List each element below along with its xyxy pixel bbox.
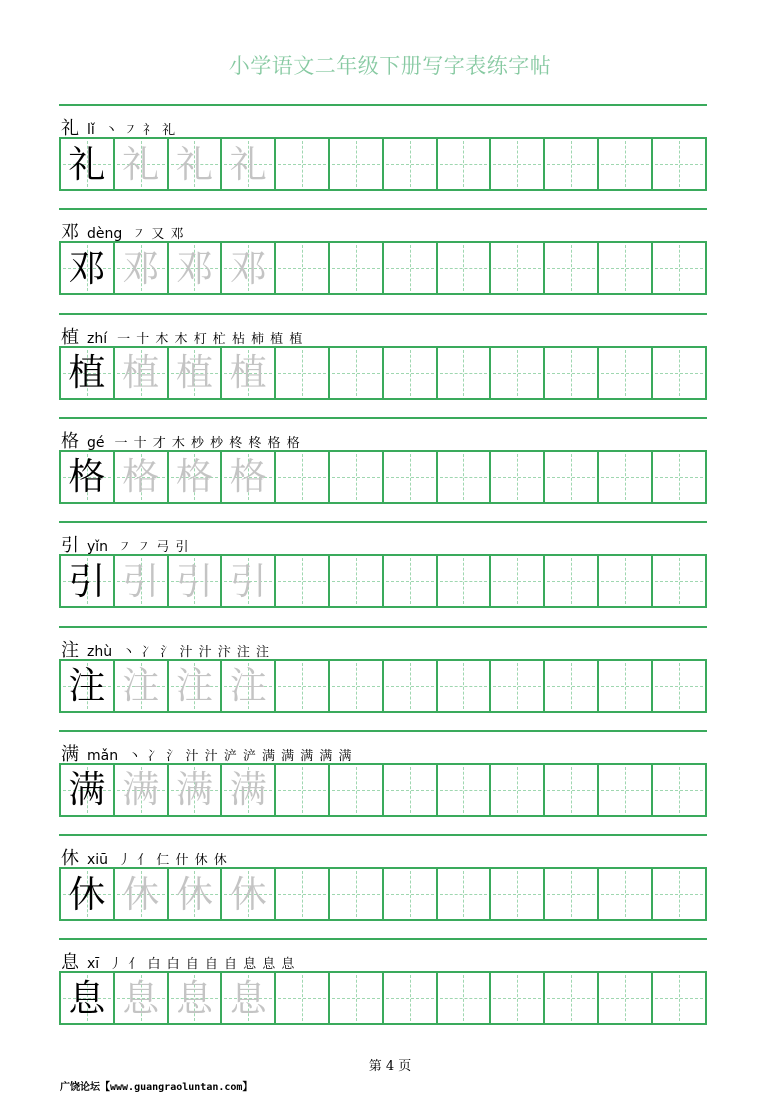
blank-cell: [276, 139, 330, 189]
trace-cell: [222, 452, 276, 502]
blank-cell: [653, 556, 707, 606]
practice-row: [59, 730, 707, 836]
blank-cell: [599, 452, 653, 502]
blank-cell: [545, 973, 599, 1023]
trace-character: 植: [229, 351, 267, 395]
blank-cell: [330, 452, 384, 502]
header-character: 注: [61, 639, 79, 661]
trace-cell: [222, 556, 276, 606]
practice-row: [59, 104, 707, 210]
trace-character: 邓: [175, 246, 213, 290]
practice-row: [59, 834, 707, 940]
blank-cell: [599, 243, 653, 293]
pinyin-label: mǎn: [87, 747, 119, 764]
blank-cell: [276, 765, 330, 815]
trace-character: 植: [122, 351, 160, 395]
model-cell: [61, 869, 115, 919]
trace-cell: [222, 765, 276, 815]
trace-character: 满: [122, 768, 160, 812]
trace-character: 邓: [229, 246, 267, 290]
model-cell: [61, 556, 115, 606]
trace-cell: [169, 348, 223, 398]
writing-grid: [59, 554, 707, 608]
blank-cell: [653, 661, 707, 711]
pinyin-label: dèng: [87, 226, 123, 243]
blank-cell: [653, 139, 707, 189]
blank-cell: [491, 973, 545, 1023]
row-header: [61, 844, 228, 870]
trace-cell: [115, 869, 169, 919]
blank-cell: [276, 243, 330, 293]
blank-cell: [545, 556, 599, 606]
header-character: 息: [61, 952, 79, 974]
row-header: [61, 740, 353, 765]
blank-cell: [330, 556, 384, 606]
model-character: 邓: [68, 246, 106, 290]
row-divider: [59, 104, 707, 106]
trace-character: 休: [122, 872, 160, 916]
header-character: 满: [61, 743, 79, 765]
model-character: 引: [68, 559, 106, 603]
blank-cell: [491, 556, 545, 606]
header-character: 引: [61, 535, 79, 557]
row-header: [61, 948, 296, 974]
blank-cell: [276, 556, 330, 606]
blank-cell: [384, 139, 438, 189]
model-character: 注: [68, 664, 106, 707]
blank-cell: [330, 661, 384, 711]
trace-cell: [169, 139, 223, 189]
stroke-order: 丶 冫 氵 汁 汁 浐 浐 满 满 满 满 满: [128, 748, 353, 764]
trace-cell: [222, 973, 276, 1023]
stroke-order: 丿 亻 白 白 自 自 自 息 息 息: [109, 957, 296, 973]
blank-cell: [330, 139, 384, 189]
trace-cell: [169, 869, 223, 919]
blank-cell: [491, 139, 545, 189]
practice-row: [59, 938, 707, 1044]
trace-character: 礼: [175, 142, 213, 186]
trace-character: 引: [229, 559, 267, 603]
blank-cell: [599, 765, 653, 815]
trace-character: 休: [229, 872, 267, 916]
writing-grid: [59, 971, 707, 1025]
blank-cell: [491, 348, 545, 398]
trace-character: 引: [122, 559, 160, 603]
blank-cell: [545, 765, 599, 815]
blank-cell: [545, 139, 599, 189]
trace-character: 礼: [229, 142, 267, 186]
model-character: 息: [68, 976, 106, 1020]
trace-cell: [115, 452, 169, 502]
blank-cell: [653, 973, 707, 1023]
row-divider: [59, 834, 707, 836]
blank-cell: [384, 661, 438, 711]
blank-cell: [545, 452, 599, 502]
blank-cell: [276, 869, 330, 919]
trace-character: 息: [229, 976, 267, 1020]
blank-cell: [384, 243, 438, 293]
blank-cell: [653, 243, 707, 293]
blank-cell: [599, 869, 653, 919]
blank-cell: [545, 661, 599, 711]
stroke-order: 丿 亻 仁 什 休 休: [118, 853, 228, 869]
trace-cell: [115, 765, 169, 815]
pinyin-label: xī: [87, 956, 100, 973]
writing-grid: [59, 867, 707, 921]
pinyin-label: yǐn: [87, 539, 109, 556]
stroke-order: ㇇ 又 邓: [132, 227, 185, 243]
pinyin-label: gé: [87, 434, 105, 451]
writing-grid: [59, 346, 707, 400]
blank-cell: [491, 243, 545, 293]
row-divider: [59, 208, 707, 210]
practice-row: [59, 313, 707, 419]
pinyin-label: lǐ: [87, 122, 95, 138]
stroke-order: ㇇ ㇇ 弓 引: [118, 540, 190, 556]
blank-cell: [330, 243, 384, 293]
trace-cell: [115, 661, 169, 711]
blank-cell: [438, 348, 492, 398]
trace-cell: [169, 452, 223, 502]
blank-cell: [438, 556, 492, 606]
blank-cell: [653, 452, 707, 502]
header-character: 格: [61, 430, 79, 452]
trace-cell: [169, 765, 223, 815]
row-divider: [59, 730, 707, 732]
trace-character: 满: [229, 768, 267, 812]
blank-cell: [384, 556, 438, 606]
row-divider: [59, 417, 707, 419]
trace-character: 息: [175, 976, 213, 1020]
blank-cell: [384, 348, 438, 398]
trace-cell: [169, 661, 223, 711]
blank-cell: [545, 869, 599, 919]
trace-cell: [115, 973, 169, 1023]
stroke-order: 丶 冫 氵 汁 汁 汴 注 注: [122, 644, 271, 660]
blank-cell: [438, 765, 492, 815]
trace-cell: [222, 348, 276, 398]
model-cell: [61, 765, 115, 815]
footer-source: 广饶论坛【www.guangraoluntan.com】: [60, 1082, 253, 1093]
blank-cell: [653, 348, 707, 398]
writing-grid: [59, 241, 707, 295]
row-header: [61, 636, 271, 661]
trace-character: 注: [122, 664, 160, 707]
blank-cell: [438, 243, 492, 293]
blank-cell: [545, 243, 599, 293]
row-divider: [59, 938, 707, 940]
pinyin-label: zhí: [87, 330, 108, 347]
blank-cell: [276, 348, 330, 398]
model-cell: [61, 661, 115, 711]
blank-cell: [491, 869, 545, 919]
blank-cell: [599, 139, 653, 189]
blank-cell: [330, 869, 384, 919]
blank-cell: [599, 973, 653, 1023]
trace-character: 植: [175, 351, 213, 395]
model-cell: [61, 452, 115, 502]
trace-cell: [115, 556, 169, 606]
trace-character: 格: [122, 455, 160, 499]
trace-cell: [222, 243, 276, 293]
practice-row: [59, 626, 707, 732]
page-number: 第 4 页: [368, 1059, 412, 1074]
trace-character: 格: [229, 455, 267, 499]
row-header: [61, 218, 185, 244]
trace-character: 注: [175, 664, 213, 707]
page-title: 小学语文二年级下册写字表练字帖: [228, 54, 552, 78]
model-cell: [61, 348, 115, 398]
model-cell: [61, 139, 115, 189]
blank-cell: [438, 869, 492, 919]
trace-character: 休: [175, 872, 213, 916]
trace-cell: [169, 243, 223, 293]
trace-cell: [222, 661, 276, 711]
stroke-order: 丶 ㇇ 礻 礼: [104, 123, 177, 138]
practice-row: [59, 417, 707, 523]
row-divider: [59, 626, 707, 628]
trace-cell: [115, 243, 169, 293]
blank-cell: [384, 869, 438, 919]
model-character: 植: [68, 351, 106, 395]
blank-cell: [330, 765, 384, 815]
trace-character: 格: [175, 455, 213, 499]
blank-cell: [599, 661, 653, 711]
header-character: 邓: [61, 222, 79, 244]
blank-cell: [384, 765, 438, 815]
row-divider: [59, 521, 707, 523]
trace-character: 引: [175, 559, 213, 603]
blank-cell: [276, 973, 330, 1023]
blank-cell: [491, 452, 545, 502]
blank-cell: [330, 348, 384, 398]
blank-cell: [599, 556, 653, 606]
trace-character: 邓: [122, 246, 160, 290]
model-character: 格: [68, 455, 106, 499]
blank-cell: [599, 348, 653, 398]
writing-grid: [59, 659, 707, 713]
blank-cell: [384, 452, 438, 502]
practice-row: [59, 521, 707, 627]
model-character: 礼: [68, 142, 106, 186]
trace-cell: [169, 556, 223, 606]
model-character: 满: [68, 768, 106, 812]
blank-cell: [545, 348, 599, 398]
trace-cell: [169, 973, 223, 1023]
writing-grid: [59, 450, 707, 504]
trace-character: 满: [175, 768, 213, 812]
trace-cell: [115, 139, 169, 189]
header-character: 植: [61, 326, 79, 348]
blank-cell: [276, 452, 330, 502]
header-character: 休: [61, 848, 79, 870]
trace-character: 注: [229, 664, 267, 707]
pinyin-label: zhù: [87, 643, 113, 660]
writing-grid: [59, 763, 707, 817]
blank-cell: [491, 661, 545, 711]
blank-cell: [438, 973, 492, 1023]
model-cell: [61, 973, 115, 1023]
trace-cell: [115, 348, 169, 398]
blank-cell: [653, 765, 707, 815]
blank-cell: [330, 973, 384, 1023]
row-header: [61, 531, 190, 557]
header-character: 礼: [61, 118, 79, 139]
row-divider: [59, 313, 707, 315]
blank-cell: [438, 661, 492, 711]
model-character: 休: [68, 872, 106, 916]
trace-cell: [222, 139, 276, 189]
pinyin-label: xiū: [87, 852, 109, 869]
blank-cell: [653, 869, 707, 919]
row-header: [61, 427, 301, 452]
model-cell: [61, 243, 115, 293]
blank-cell: [438, 452, 492, 502]
trace-character: 息: [122, 976, 160, 1020]
practice-row: [59, 208, 707, 314]
trace-cell: [222, 869, 276, 919]
trace-character: 礼: [122, 142, 160, 186]
writing-grid: [59, 137, 707, 191]
blank-cell: [384, 973, 438, 1023]
blank-cell: [276, 661, 330, 711]
blank-cell: [491, 765, 545, 815]
stroke-order: 一 十 才 木 杪 杪 柊 柊 格 格: [114, 435, 301, 451]
blank-cell: [438, 139, 492, 189]
row-header: [61, 114, 177, 139]
stroke-order: 一 十 木 木 朾 杧 枮 柿 植 植: [117, 331, 304, 347]
row-header: [61, 323, 304, 348]
